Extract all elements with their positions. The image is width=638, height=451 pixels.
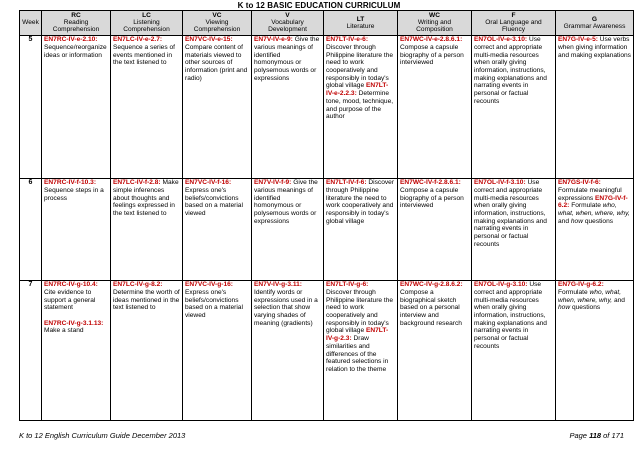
page-title: K to 12 BASIC EDUCATION CURRICULUM bbox=[237, 1, 401, 10]
vc-cell: EN7VC-IV-e-15: Compare content of materials viewed to other sources of information (print and radio) bbox=[183, 35, 252, 178]
lt-cell: EN7LT-IV-g-6: Discover through Philippine literature the need to work cooperatively and responsibly in today's global village EN7LT-IV-g-2.3: Draw similarities and differences of the featured selections in relation to the theme bbox=[324, 280, 398, 420]
table-row bbox=[20, 280, 634, 420]
v-cell: EN7V-IV-g-3.11: Identify words or expressions used in a selection that show varying shades of meaning (gradients) bbox=[252, 280, 324, 420]
g-cell: EN7GS-IV-f-6: Formulate meaningful expressions EN7G-IV-f-6.2: Formulate who, what, when, where, why, and how questions bbox=[556, 178, 634, 280]
column-header-g: G Grammar Awareness bbox=[556, 11, 634, 36]
g-cell: EN7G-IV-e-5: Use verbs when giving information and making explanations bbox=[556, 35, 634, 178]
lc-cell: EN7LC-IV-f-2.8: Make simple inferences about thoughts and feelings expressed in the text listened to bbox=[111, 178, 183, 280]
header-row bbox=[20, 11, 634, 36]
g-cell: EN7G-IV-g-6.2: Formulate who, what, when, where, why, and how questions bbox=[556, 280, 634, 420]
lt-cell: EN7LT-IV-f-6: Discover through Philippine literature the need to work cooperatively and responsibly in today's global village bbox=[324, 178, 398, 280]
column-header-f: F Oral Language and Fluency bbox=[472, 11, 556, 36]
curriculum-table bbox=[19, 10, 634, 421]
footer-page-number: Page 118 of 171 bbox=[569, 431, 624, 440]
week-cell: 6 bbox=[20, 178, 42, 280]
column-header-v: V Vocabulary Development bbox=[252, 11, 324, 36]
week-header: Week bbox=[20, 11, 42, 36]
f-cell: EN7OL-IV-g-3.10: Use correct and appropriate multi-media resources when orally giving information, instructions, making explanations and narrating events in personal or factual recounts bbox=[472, 280, 556, 420]
column-header-rc: RC Reading Comprehension bbox=[42, 11, 111, 36]
table-row bbox=[20, 35, 634, 178]
lt-cell: EN7LT-IV-e-6: Discover through Philippine literature the need to work cooperatively and responsibly in today's global village EN7LT-IV-e-2.2.3: Determine tone, mood, technique, and purpose of the author bbox=[324, 35, 398, 178]
week-cell: 5 bbox=[20, 35, 42, 178]
lc-cell: EN7LC-IV-g-8.2: Determine the worth of ideas mentioned in the text listened to bbox=[111, 280, 183, 420]
vc-cell: EN7VC-IV-g-16: Express one's beliefs/convictions based on a material viewed bbox=[183, 280, 252, 420]
rc-cell: EN7RC-IV-e-2.10: Sequence/reorganize ideas or information bbox=[42, 35, 111, 178]
vc-cell: EN7VC-IV-f-16: Express one's beliefs/convictions based on a material viewed bbox=[183, 178, 252, 280]
wc-cell: EN7WC-IV-g-2.8.6.2: Compose a biographical sketch based on a personal interview and background research bbox=[398, 280, 472, 420]
wc-cell: EN7WC-IV-f-2.8.6.1: Compose a capsule biography of a person interviewed bbox=[398, 178, 472, 280]
v-cell: EN7V-IV-e-9: Give the various meanings of identified homonymous or polysemous words or expressions bbox=[252, 35, 324, 178]
f-cell: EN7OL-IV-f-3.10: Use correct and appropriate multi-media resources when orally giving information, instructions, making explanations and narrating events in personal or factual recounts bbox=[472, 178, 556, 280]
column-header-lt: LT Literature bbox=[324, 11, 398, 36]
table-row bbox=[20, 178, 634, 280]
rc-cell: EN7RC-IV-f-10.3: Sequence steps in a process bbox=[42, 178, 111, 280]
rc-cell: EN7RC-IV-g-10.4: Cite evidence to support a general statement EN7RC-IV-g-3.1.13: Make a stand bbox=[42, 280, 111, 420]
column-header-lc: LC Listening Comprehension bbox=[111, 11, 183, 36]
week-cell: 7 bbox=[20, 280, 42, 420]
footer-document-title: K to 12 English Curriculum Guide December 2013 bbox=[19, 431, 186, 440]
v-cell: EN7V-IV-f-9: Give the various meanings of identified homonymous or polysemous words or expressions bbox=[252, 178, 324, 280]
column-header-wc: WC Writing and Composition bbox=[398, 11, 472, 36]
column-header-vc: VC Viewing Comprehension bbox=[183, 11, 252, 36]
lc-cell: EN7LC-IV-e-2.7: Sequence a series of events mentioned in the text listened to bbox=[111, 35, 183, 178]
wc-cell: EN7WC-IV-e-2.8.6.1: Compose a capsule biography of a person interviewed bbox=[398, 35, 472, 178]
f-cell: EN7OL-IV-e-3.10: Use correct and appropriate multi-media resources when orally giving information, instructions, making explanations and narrating events in personal or factual recounts bbox=[472, 35, 556, 178]
